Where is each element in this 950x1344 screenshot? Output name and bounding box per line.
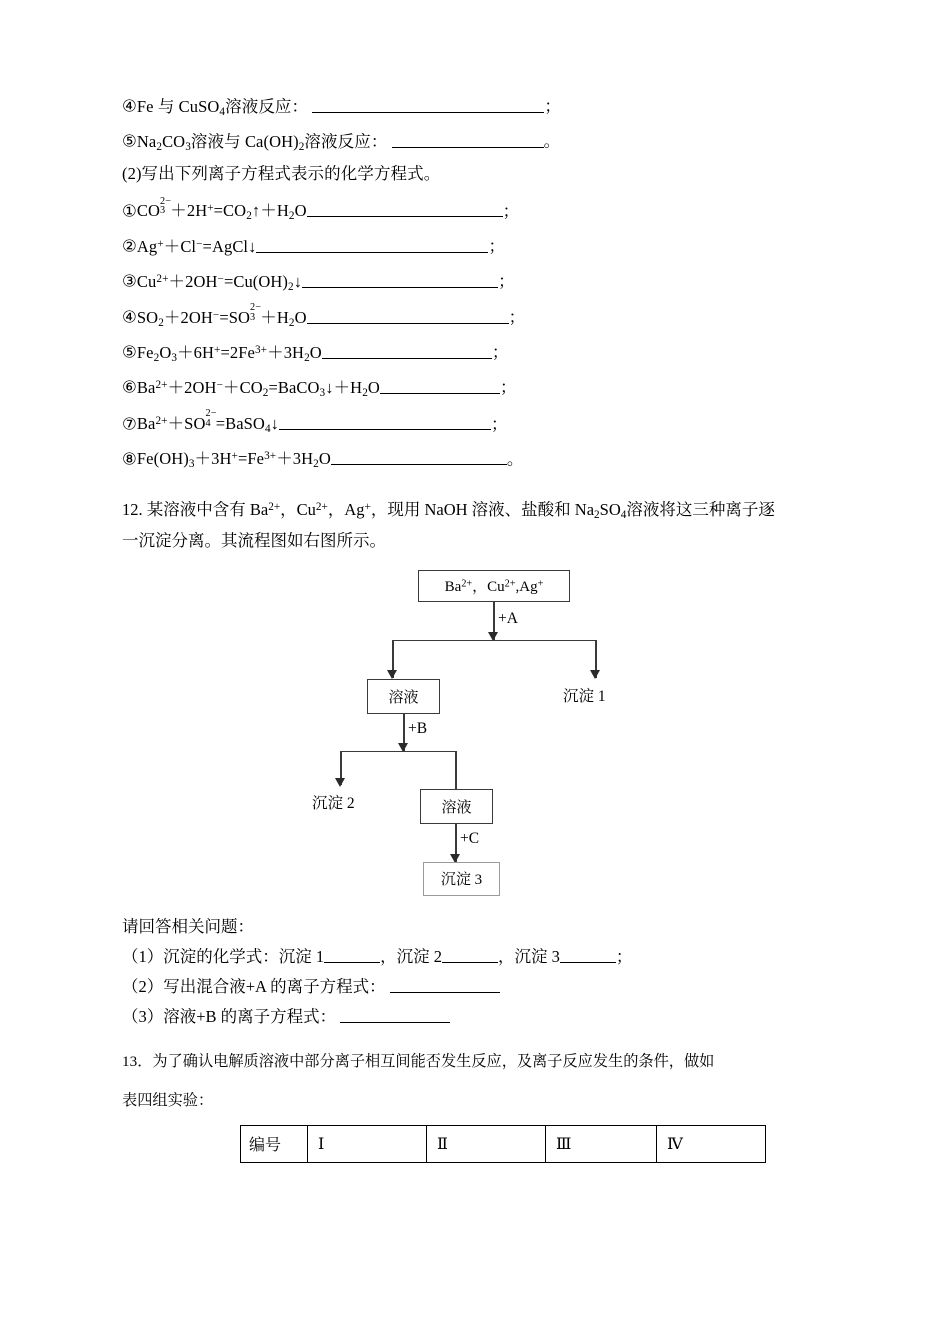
question-13 [122,1042,838,1119]
equation-marker: ④ [122,307,137,327]
equation-text: CO 2− 3 $+2H^+=CO_2↑+H_2O$ [136,195,307,223]
equation-tail: ； [491,342,509,362]
section-2-heading: (2)写出下列离子方程式表示的化学方程式。 [122,164,441,184]
sub-question-marker: （1） [122,946,164,966]
sub-question-text: 溶液+B 的离子方程式： [163,1006,337,1026]
equation-1 [122,195,834,223]
question-13-number: 13． [122,1052,153,1070]
sub-question-text: ，沉淀 2 [380,946,442,966]
sub-question-text: 写出混合液+A 的离子方程式： [163,976,386,996]
answer-blank[interactable] [312,96,544,113]
flow-reagent-c-label: +C [460,829,480,847]
answer-blank[interactable] [340,1006,450,1023]
equation-text: $Ba^{2+}+2OH^-+CO_2=BaCO_3↓+H_2O$ [136,378,380,400]
equation-3 [122,271,834,293]
answer-blank[interactable] [307,201,503,218]
answer-blank[interactable] [322,342,492,359]
equation-text: $Cu^{2+}+2OH^-=Cu(OH)_2↓$ [136,271,303,293]
flow-box-solution-1 [367,679,440,714]
answer-blank[interactable] [390,976,500,993]
equation-tail: ； [491,414,508,434]
question-12-sub-3 [122,1002,834,1032]
flow-split-bar-b [340,751,456,753]
flow-box-solution-2 [420,789,493,824]
sub-question-text: ，沉淀 3 [498,946,560,966]
document-content [122,96,834,1163]
question-12-sub-1 [122,942,834,972]
equation-marker: ② [122,236,137,256]
equation-text: Ag+＋Cl−=AgCl↓ [136,236,257,256]
item-4-fe-cuso4 [122,96,834,118]
equation-4 [122,302,834,329]
flow-box-mixed-ions-label: $Ba^{2+}$，$Cu^{2+},Ag^+$ [444,578,544,596]
equation-marker: ⑤ [122,342,137,362]
sub-question-text: 沉淀的化学式：沉淀 1 [163,946,325,966]
flow-reagent-a-label: +A [498,609,518,627]
flow-box-mixed-ions [418,570,570,602]
flow-arrowhead-a-right [590,670,600,679]
flow-box-precipitate-3-label: 沉淀 3 [440,872,483,889]
equation-marker: ⑧ [122,449,137,469]
answer-blank-precipitate-1[interactable] [324,946,380,963]
equation-8 [122,449,834,471]
flow-arrowhead-a-left [387,670,397,679]
equation-marker: ① [122,201,137,221]
question-13-line-2: 表四组实验： [122,1090,214,1109]
answer-blank[interactable] [256,236,488,253]
table-cell-group-3: Ⅲ [546,1125,657,1162]
item-text: Fe 与 CuSO$_4$溶液反应： [136,96,309,118]
answer-blank[interactable] [331,449,507,466]
equation-tail: 。 [506,449,524,469]
equation-tail: ； [488,236,506,256]
equation-marker: ③ [122,271,137,291]
table-row [241,1125,766,1162]
flow-box-solution-1-label: 溶液 [388,689,419,706]
equation-tail: ； [499,378,517,398]
sub-question-marker: （3） [122,1006,164,1026]
table-cell-group-4: Ⅳ [657,1125,766,1162]
item-marker: ⑤ [122,131,137,151]
item-5-na2co3-caoh2 [122,131,834,153]
experiment-table-wrapper [240,1125,834,1163]
equation-tail: ； [498,271,515,291]
equation-7 [122,408,834,436]
answer-blank[interactable] [392,131,544,148]
equation-tail: ； [508,307,526,327]
table-cell-group-2: Ⅱ [427,1125,546,1162]
flow-box-precipitate-3 [423,862,500,896]
flow-arrowhead-b-left [335,778,345,787]
item-marker: ④ [122,96,137,116]
answer-blank[interactable] [279,413,491,430]
table-cell-header-label: 编号 [241,1125,308,1162]
question-12-line-1: 12. 某溶液中含有 $Ba^{2+}$，$Cu^{2+}$，Ag+，现用 NaOH 溶液、盐酸和 $Na_2SO_4$溶液将这三种离子逐 [122,499,775,521]
equation-marker: ⑦ [122,414,137,434]
equation-text: $SO_2+2OH^-=SO$ 2− 3 $+H_2O$ [136,302,307,329]
flow-split-bar-a [392,640,596,642]
answer-blank-precipitate-2[interactable] [442,946,498,963]
flow-label-precipitate-2: 沉淀 2 [312,794,355,812]
separation-flowchart [122,562,834,912]
equation-marker: ⑥ [122,378,137,398]
equation-6 [122,377,834,400]
equation-text: $Ba^{2+}+SO$ 2− 4 =BaSO$_4$↓ [136,408,280,436]
experiment-table [240,1125,766,1163]
flow-reagent-b-label: +B [408,719,428,737]
answer-blank-precipitate-3[interactable] [560,946,616,963]
question-12-number: 12. [122,499,143,519]
item-tail: 。 [543,131,561,151]
flow-label-precipitate-1: 沉淀 1 [563,687,606,705]
question-12-line-2: 一沉淀分离。其流程图如右图所示。 [122,530,386,550]
item-text: $Na_2CO_3$溶液与 $Ca(OH)_2$溶液反应： [136,131,388,153]
item-tail: ； [544,96,561,116]
equation-2 [122,236,834,255]
question-13-line-1 [122,1042,838,1081]
answer-blank[interactable] [380,377,500,394]
question-12-sub-2 [122,972,834,1002]
table-cell-group-1: Ⅰ [308,1125,427,1162]
flow-box-solution-2-label: 溶液 [441,799,472,816]
equation-tail: ； [502,201,520,221]
answer-blank[interactable] [307,307,509,324]
equation-text: $Fe(OH)_3+3H^+=Fe^{3+}+3H_2O$ [136,449,331,471]
equation-text: $Fe_2O_3+6H^+=2Fe^{3+}+3H_2O$ [136,342,322,364]
question-12-prompt: 请回答相关问题： [122,916,254,936]
question-13-text: 为了确认电解质溶液中部分离子相互间能否发生反应，及离子反应发生的条件，做如 [152,1051,715,1070]
answer-blank[interactable] [302,271,498,288]
sub-question-tail: ； [615,946,633,966]
question-12 [122,494,834,556]
sub-question-marker: （2） [122,976,164,996]
flow-branch-b-right [455,751,457,791]
equation-5 [122,342,834,364]
